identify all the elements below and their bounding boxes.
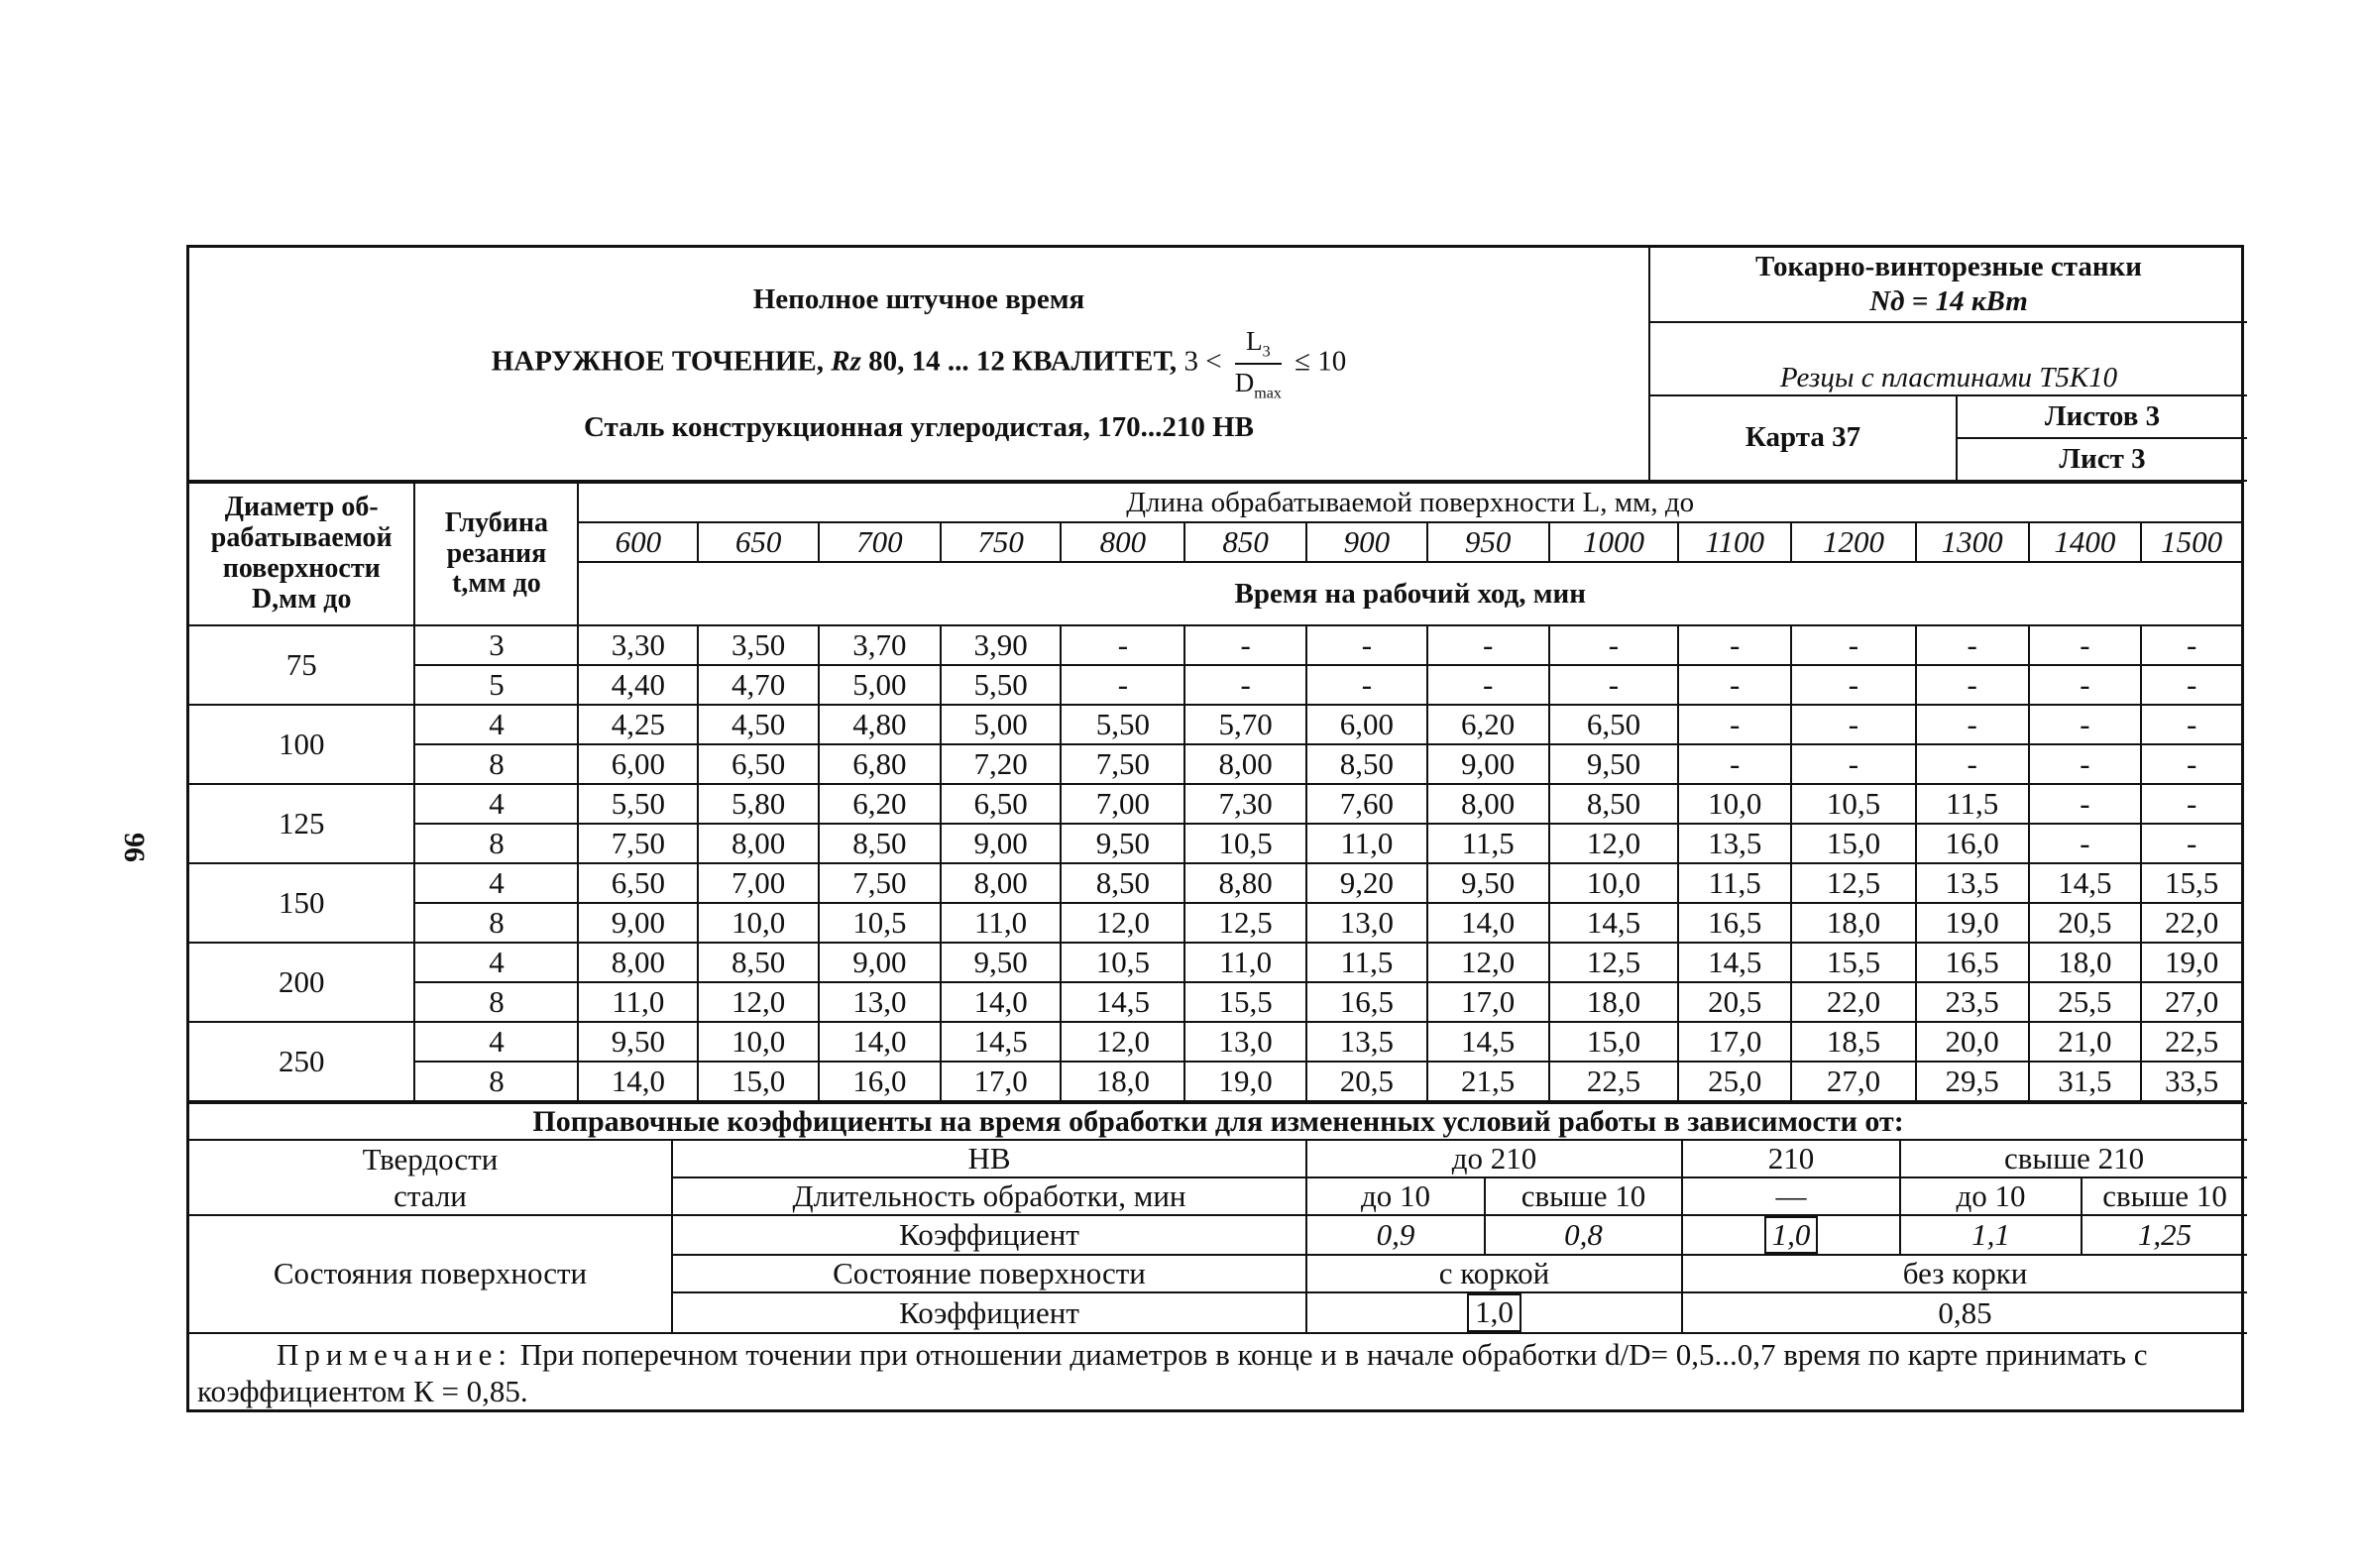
- time-cell: 21,5: [1427, 1062, 1549, 1101]
- time-cell: 20,5: [1306, 1062, 1427, 1101]
- time-cell: 16,0: [1916, 824, 2029, 863]
- time-cell: -: [2141, 625, 2241, 665]
- time-cell: 11,0: [578, 982, 698, 1022]
- time-cell: 14,0: [578, 1062, 698, 1101]
- time-cell: 13,0: [819, 982, 941, 1022]
- time-cell: -: [1916, 744, 2029, 784]
- time-cell: 22,0: [1791, 982, 1916, 1022]
- time-cell: 10,5: [819, 903, 941, 943]
- time-cell: 15,0: [1549, 1022, 1679, 1062]
- diameter-cell: 150: [189, 863, 414, 943]
- surface-coef-1-cell: [1306, 1292, 1682, 1332]
- time-cell: 7,60: [1306, 784, 1427, 824]
- time-cell: 10,5: [1061, 943, 1184, 982]
- time-cell: 10,5: [1791, 784, 1916, 824]
- coef-title: Поправочные коэффициенты на время обработки для измененных условий работы в зависимости от:: [189, 1103, 2247, 1140]
- formula-den-sub: max: [1254, 385, 1282, 402]
- time-cell: 5,00: [819, 665, 941, 705]
- time-cell: 6,50: [698, 744, 819, 784]
- time-cell: 9,50: [941, 943, 1062, 982]
- time-table: [189, 482, 2241, 1102]
- time-cell: 8,50: [1549, 784, 1679, 824]
- time-cell: 8,00: [698, 824, 819, 863]
- note-text: При поперечном точении при отношении диаметров в конце и в начале обработки d/D= 0,5...0,7 время по карте принимать с коэффициентом К = 0,85.: [197, 1336, 2148, 1408]
- time-cell: -: [1184, 665, 1306, 705]
- depth-cell: 4: [414, 943, 578, 982]
- machine-type: Токарно-винторезные станки: [1755, 251, 2142, 283]
- formula-num: L: [1246, 326, 1263, 357]
- diameter-cell: 200: [189, 943, 414, 1022]
- time-cell: 9,50: [1061, 824, 1184, 863]
- time-cell: 14,5: [2029, 863, 2142, 903]
- time-cell: 18,5: [1791, 1022, 1916, 1062]
- time-cell: -: [1678, 665, 1791, 705]
- time-cell: 22,0: [2141, 903, 2241, 943]
- over-210: свыше 210: [1900, 1140, 2247, 1177]
- time-cell: 9,50: [578, 1022, 698, 1062]
- time-cell: 3,90: [941, 625, 1062, 665]
- depth-cell: 4: [414, 863, 578, 903]
- time-cell: 19,0: [1184, 1062, 1306, 1101]
- time-cell: -: [1916, 665, 2029, 705]
- time-cell: 20,5: [1678, 982, 1791, 1022]
- length-col-750: 750: [941, 522, 1062, 562]
- table-row: [189, 784, 2241, 824]
- duration-over-10-b: свыше 10: [2082, 1177, 2247, 1215]
- time-cell: -: [2141, 705, 2241, 744]
- time-cell: -: [2141, 824, 2241, 863]
- time-cell: 13,5: [1306, 1022, 1427, 1062]
- time-cell: -: [2029, 824, 2142, 863]
- time-cell: -: [1427, 665, 1549, 705]
- length-col-600: 600: [578, 522, 698, 562]
- time-cell: 15,5: [2141, 863, 2241, 903]
- time-cell: 8,00: [1427, 784, 1549, 824]
- time-cell: 14,5: [1549, 903, 1679, 943]
- table-row: [189, 982, 2241, 1022]
- note-prefix: Примечание:: [277, 1336, 512, 1372]
- time-cell: 7,30: [1184, 784, 1306, 824]
- depth-cell: 8: [414, 903, 578, 943]
- time-cell: 16,5: [1916, 943, 2029, 982]
- length-col-700: 700: [819, 522, 941, 562]
- coef-value-1: 0,9: [1306, 1215, 1485, 1255]
- time-cell: -: [1184, 625, 1306, 665]
- time-cell: 14,0: [1427, 903, 1549, 943]
- time-cell: 20,5: [2029, 903, 2142, 943]
- diameter-cell: 125: [189, 784, 414, 863]
- coefficient-table: [189, 1102, 2247, 1411]
- duration-upto-10-b: до 10: [1900, 1177, 2082, 1215]
- time-cell: 5,00: [941, 705, 1062, 744]
- length-col-800: 800: [1061, 522, 1184, 562]
- diameter-cell: 100: [189, 705, 414, 784]
- coef-value-3-cell: [1682, 1215, 1900, 1255]
- time-cell: 12,0: [698, 982, 819, 1022]
- time-cell: 9,00: [1427, 744, 1549, 784]
- time-cell: 7,50: [1061, 744, 1184, 784]
- time-cell: 10,0: [698, 1022, 819, 1062]
- time-cell: 3,30: [578, 625, 698, 665]
- time-cell: 15,5: [1184, 982, 1306, 1022]
- table-row: [189, 824, 2241, 863]
- length-col-950: 950: [1427, 522, 1549, 562]
- time-cell: -: [1916, 705, 2029, 744]
- time-cell: 9,00: [941, 824, 1062, 863]
- coef-value-5: 1,25: [2082, 1215, 2247, 1255]
- title-line-3: Сталь конструкционная углеродистая, 170...210 HB: [583, 410, 1255, 443]
- depth-cell: 4: [414, 1022, 578, 1062]
- time-cell: 8,80: [1184, 863, 1306, 903]
- time-cell: 25,5: [2029, 982, 2142, 1022]
- time-cell: -: [1306, 665, 1427, 705]
- time-cell: 8,50: [1306, 744, 1427, 784]
- sheets-count: Листов 3: [1957, 395, 2247, 438]
- sheet-number: Лист 3: [1957, 438, 2247, 481]
- duration-upto-10-a: до 10: [1306, 1177, 1485, 1215]
- time-cell: 17,0: [941, 1062, 1062, 1101]
- time-cell: 13,5: [1678, 824, 1791, 863]
- depth-cell: 8: [414, 824, 578, 863]
- duration-label: Длительность обработки, мин: [672, 1177, 1306, 1215]
- time-cell: 15,0: [1791, 824, 1916, 863]
- time-cell: -: [2141, 665, 2241, 705]
- time-cell: 14,0: [819, 1022, 941, 1062]
- time-cell: 13,0: [1306, 903, 1427, 943]
- time-cell: 12,0: [1549, 824, 1679, 863]
- time-cell: -: [1061, 665, 1184, 705]
- tools-cell: Резцы с пластинами Т5К10: [1649, 322, 2247, 395]
- table-row: [189, 863, 2241, 903]
- time-cell: 17,0: [1678, 1022, 1791, 1062]
- time-cell: 4,80: [819, 705, 941, 744]
- note: [189, 1333, 2247, 1411]
- length-col-850: 850: [1184, 522, 1306, 562]
- diameter-cell: 250: [189, 1022, 414, 1101]
- depth-cell: 5: [414, 665, 578, 705]
- with-crust: с коркой: [1306, 1255, 1682, 1292]
- time-cell: -: [2029, 665, 2142, 705]
- length-header: Длина обрабатываемой поверхности L, мм, до: [578, 483, 2241, 522]
- hardness-label-1: Твердости: [362, 1142, 499, 1176]
- length-col-1400: 1400: [2029, 522, 2142, 562]
- time-cell: 7,00: [1061, 784, 1184, 824]
- table-row: [189, 705, 2241, 744]
- time-cell: 11,0: [1184, 943, 1306, 982]
- time-cell: 31,5: [2029, 1062, 2142, 1101]
- norm-card: [186, 245, 2244, 1412]
- depth-cell: 8: [414, 982, 578, 1022]
- time-cell: -: [1791, 665, 1916, 705]
- time-cell: 16,5: [1306, 982, 1427, 1022]
- time-cell: -: [1678, 625, 1791, 665]
- time-cell: -: [2029, 744, 2142, 784]
- time-cell: 8,50: [1061, 863, 1184, 903]
- time-cell: 18,0: [1061, 1062, 1184, 1101]
- time-cell: 17,0: [1427, 982, 1549, 1022]
- time-cell: 4,70: [698, 665, 819, 705]
- time-cell: -: [1791, 744, 1916, 784]
- col-diameter-header: Диаметр об-рабатываемой поверхности D,мм до: [189, 483, 414, 625]
- length-col-1200: 1200: [1791, 522, 1916, 562]
- duration-dash: —: [1682, 1177, 1900, 1215]
- time-cell: -: [2029, 784, 2142, 824]
- time-cell: 19,0: [1916, 903, 2029, 943]
- time-cell: -: [2029, 625, 2142, 665]
- coef-label: Коэффициент: [672, 1215, 1306, 1255]
- time-cell: 27,0: [1791, 1062, 1916, 1101]
- card-number: Карта 37: [1649, 395, 1957, 481]
- time-cell: 6,00: [1306, 705, 1427, 744]
- time-cell: 18,0: [2029, 943, 2142, 982]
- time-cell: 10,0: [698, 903, 819, 943]
- time-cell: 12,5: [1184, 903, 1306, 943]
- surface-label: Состояния поверхности: [189, 1215, 672, 1332]
- time-cell: 8,00: [578, 943, 698, 982]
- time-cell: 12,5: [1791, 863, 1916, 903]
- time-cell: 14,5: [1427, 1022, 1549, 1062]
- time-cell: 11,5: [1678, 863, 1791, 903]
- time-cell: 5,50: [1061, 705, 1184, 744]
- formula-right: ≤ 10: [1295, 345, 1347, 378]
- length-col-650: 650: [698, 522, 819, 562]
- time-cell: -: [1678, 744, 1791, 784]
- time-cell: 6,00: [578, 744, 698, 784]
- time-cell: 6,50: [578, 863, 698, 903]
- time-cell: -: [1549, 665, 1679, 705]
- depth-cell: 4: [414, 705, 578, 744]
- time-cell: 5,80: [698, 784, 819, 824]
- time-cell: -: [1306, 625, 1427, 665]
- card-header: [189, 248, 2247, 482]
- time-cell: 25,0: [1678, 1062, 1791, 1101]
- title-line-1: Неполное штучное время: [752, 282, 1085, 315]
- length-col-1500: 1500: [2141, 522, 2241, 562]
- duration-over-10-a: свыше 10: [1485, 1177, 1682, 1215]
- time-cell: 9,00: [819, 943, 941, 982]
- ratio-formula: [1183, 323, 1346, 404]
- time-cell: -: [1791, 705, 1916, 744]
- time-cell: 11,0: [1306, 824, 1427, 863]
- time-cell: -: [1916, 625, 2029, 665]
- time-cell: 6,20: [1427, 705, 1549, 744]
- title-rz: Rz: [831, 345, 861, 378]
- time-cell: 6,50: [941, 784, 1062, 824]
- title-operation: НАРУЖНОЕ ТОЧЕНИЕ,: [491, 345, 825, 378]
- time-cell: 13,0: [1184, 1022, 1306, 1062]
- time-cell: 8,50: [819, 824, 941, 863]
- time-cell: 13,5: [1916, 863, 2029, 903]
- time-cell: -: [1678, 705, 1791, 744]
- title-quality: 80, 14 ... 12 КВАЛИТЕТ,: [868, 345, 1178, 378]
- time-cell: -: [1061, 625, 1184, 665]
- table-row: [189, 744, 2241, 784]
- coef-value-3: 1,0: [1764, 1216, 1819, 1254]
- time-cell: 16,0: [819, 1062, 941, 1101]
- time-cell: -: [2141, 744, 2241, 784]
- title-line-2: [193, 323, 1644, 404]
- formula-left: 3 <: [1183, 345, 1222, 378]
- time-cell: 16,5: [1678, 903, 1791, 943]
- time-cell: 6,50: [1549, 705, 1679, 744]
- diameter-cell: 75: [189, 625, 414, 705]
- time-cell: 14,5: [1678, 943, 1791, 982]
- formula-den: D: [1234, 368, 1255, 397]
- length-col-1000: 1000: [1549, 522, 1679, 562]
- time-cell: 9,50: [1427, 863, 1549, 903]
- time-cell: 10,0: [1678, 784, 1791, 824]
- title-block: [189, 248, 1649, 481]
- surface-coef-1: 1,0: [1467, 1293, 1521, 1331]
- without-crust: без корки: [1682, 1255, 2247, 1292]
- time-cell: 8,50: [698, 943, 819, 982]
- time-cell: 7,50: [578, 824, 698, 863]
- time-cell: 18,0: [1791, 903, 1916, 943]
- table-row: [189, 665, 2241, 705]
- time-cell: 7,50: [819, 863, 941, 903]
- time-cell: -: [2029, 705, 2142, 744]
- table-row: [189, 903, 2241, 943]
- depth-cell: 8: [414, 1062, 578, 1101]
- depth-cell: 3: [414, 625, 578, 665]
- table-row: [189, 943, 2241, 982]
- surface-coef-2: 0,85: [1682, 1292, 2247, 1332]
- time-cell: 29,5: [1916, 1062, 2029, 1101]
- time-cell: 7,20: [941, 744, 1062, 784]
- time-cell: 11,5: [1306, 943, 1427, 982]
- surface-coef-label: Коэффициент: [672, 1292, 1306, 1332]
- time-cell: 12,0: [1061, 903, 1184, 943]
- time-cell: 11,0: [941, 903, 1062, 943]
- time-cell: 10,0: [1549, 863, 1679, 903]
- time-cell: -: [2141, 784, 2241, 824]
- hardness-label: [189, 1140, 672, 1215]
- time-cell: 9,50: [1549, 744, 1679, 784]
- time-cell: 15,0: [698, 1062, 819, 1101]
- time-cell: 4,25: [578, 705, 698, 744]
- time-cell: 4,50: [698, 705, 819, 744]
- time-cell: 12,0: [1427, 943, 1549, 982]
- time-cell: 10,5: [1184, 824, 1306, 863]
- coef-value-2: 0,8: [1485, 1215, 1682, 1255]
- coef-value-4: 1,1: [1900, 1215, 2082, 1255]
- hb-label: HB: [672, 1140, 1306, 1177]
- table-row: [189, 1062, 2241, 1101]
- time-cell: 14,5: [1061, 982, 1184, 1022]
- time-cell: 12,5: [1549, 943, 1679, 982]
- time-cell: 27,0: [2141, 982, 2241, 1022]
- time-cell: 33,5: [2141, 1062, 2241, 1101]
- time-cell: 8,00: [941, 863, 1062, 903]
- time-cell: -: [1791, 625, 1916, 665]
- time-cell: -: [1549, 625, 1679, 665]
- formula-num-sub: 3: [1262, 343, 1271, 361]
- machine-cell: [1649, 248, 2247, 322]
- length-col-1100: 1100: [1678, 522, 1791, 562]
- col-depth-header: Глубина резания t,мм до: [414, 483, 578, 625]
- depth-cell: 4: [414, 784, 578, 824]
- length-col-900: 900: [1306, 522, 1427, 562]
- table-row: [189, 1022, 2241, 1062]
- depth-cell: 8: [414, 744, 578, 784]
- time-cell: 6,80: [819, 744, 941, 784]
- time-cell: 19,0: [2141, 943, 2241, 982]
- time-cell: 21,0: [2029, 1022, 2142, 1062]
- time-cell: 5,50: [578, 784, 698, 824]
- time-header: Время на рабочий ход, мин: [578, 562, 2241, 625]
- time-cell: 6,20: [819, 784, 941, 824]
- value-210: 210: [1682, 1140, 1900, 1177]
- time-cell: 5,70: [1184, 705, 1306, 744]
- time-cell: 18,0: [1549, 982, 1679, 1022]
- time-cell: 11,5: [1427, 824, 1549, 863]
- surface-state-label: Состояние поверхности: [672, 1255, 1306, 1292]
- time-cell: 15,5: [1791, 943, 1916, 982]
- time-cell: 22,5: [1549, 1062, 1679, 1101]
- table-row: [189, 625, 2241, 665]
- time-cell: 7,00: [698, 863, 819, 903]
- machine-power: Nд = 14 кВт: [1869, 284, 2028, 317]
- time-cell: 9,20: [1306, 863, 1427, 903]
- time-cell: 3,50: [698, 625, 819, 665]
- time-cell: 12,0: [1061, 1022, 1184, 1062]
- hardness-label-2: стали: [394, 1178, 467, 1214]
- time-cell: 8,00: [1184, 744, 1306, 784]
- time-cell: 3,70: [819, 625, 941, 665]
- time-cell: 4,40: [578, 665, 698, 705]
- time-cell: 23,5: [1916, 982, 2029, 1022]
- time-cell: 11,5: [1916, 784, 2029, 824]
- upto-210: до 210: [1306, 1140, 1682, 1177]
- time-cell: 5,50: [941, 665, 1062, 705]
- time-cell: 22,5: [2141, 1022, 2241, 1062]
- page-number: 96: [118, 833, 151, 862]
- length-col-1300: 1300: [1916, 522, 2029, 562]
- time-cell: 20,0: [1916, 1022, 2029, 1062]
- time-cell: 14,0: [941, 982, 1062, 1022]
- time-cell: 9,00: [578, 903, 698, 943]
- time-cell: -: [1427, 625, 1549, 665]
- time-cell: 14,5: [941, 1022, 1062, 1062]
